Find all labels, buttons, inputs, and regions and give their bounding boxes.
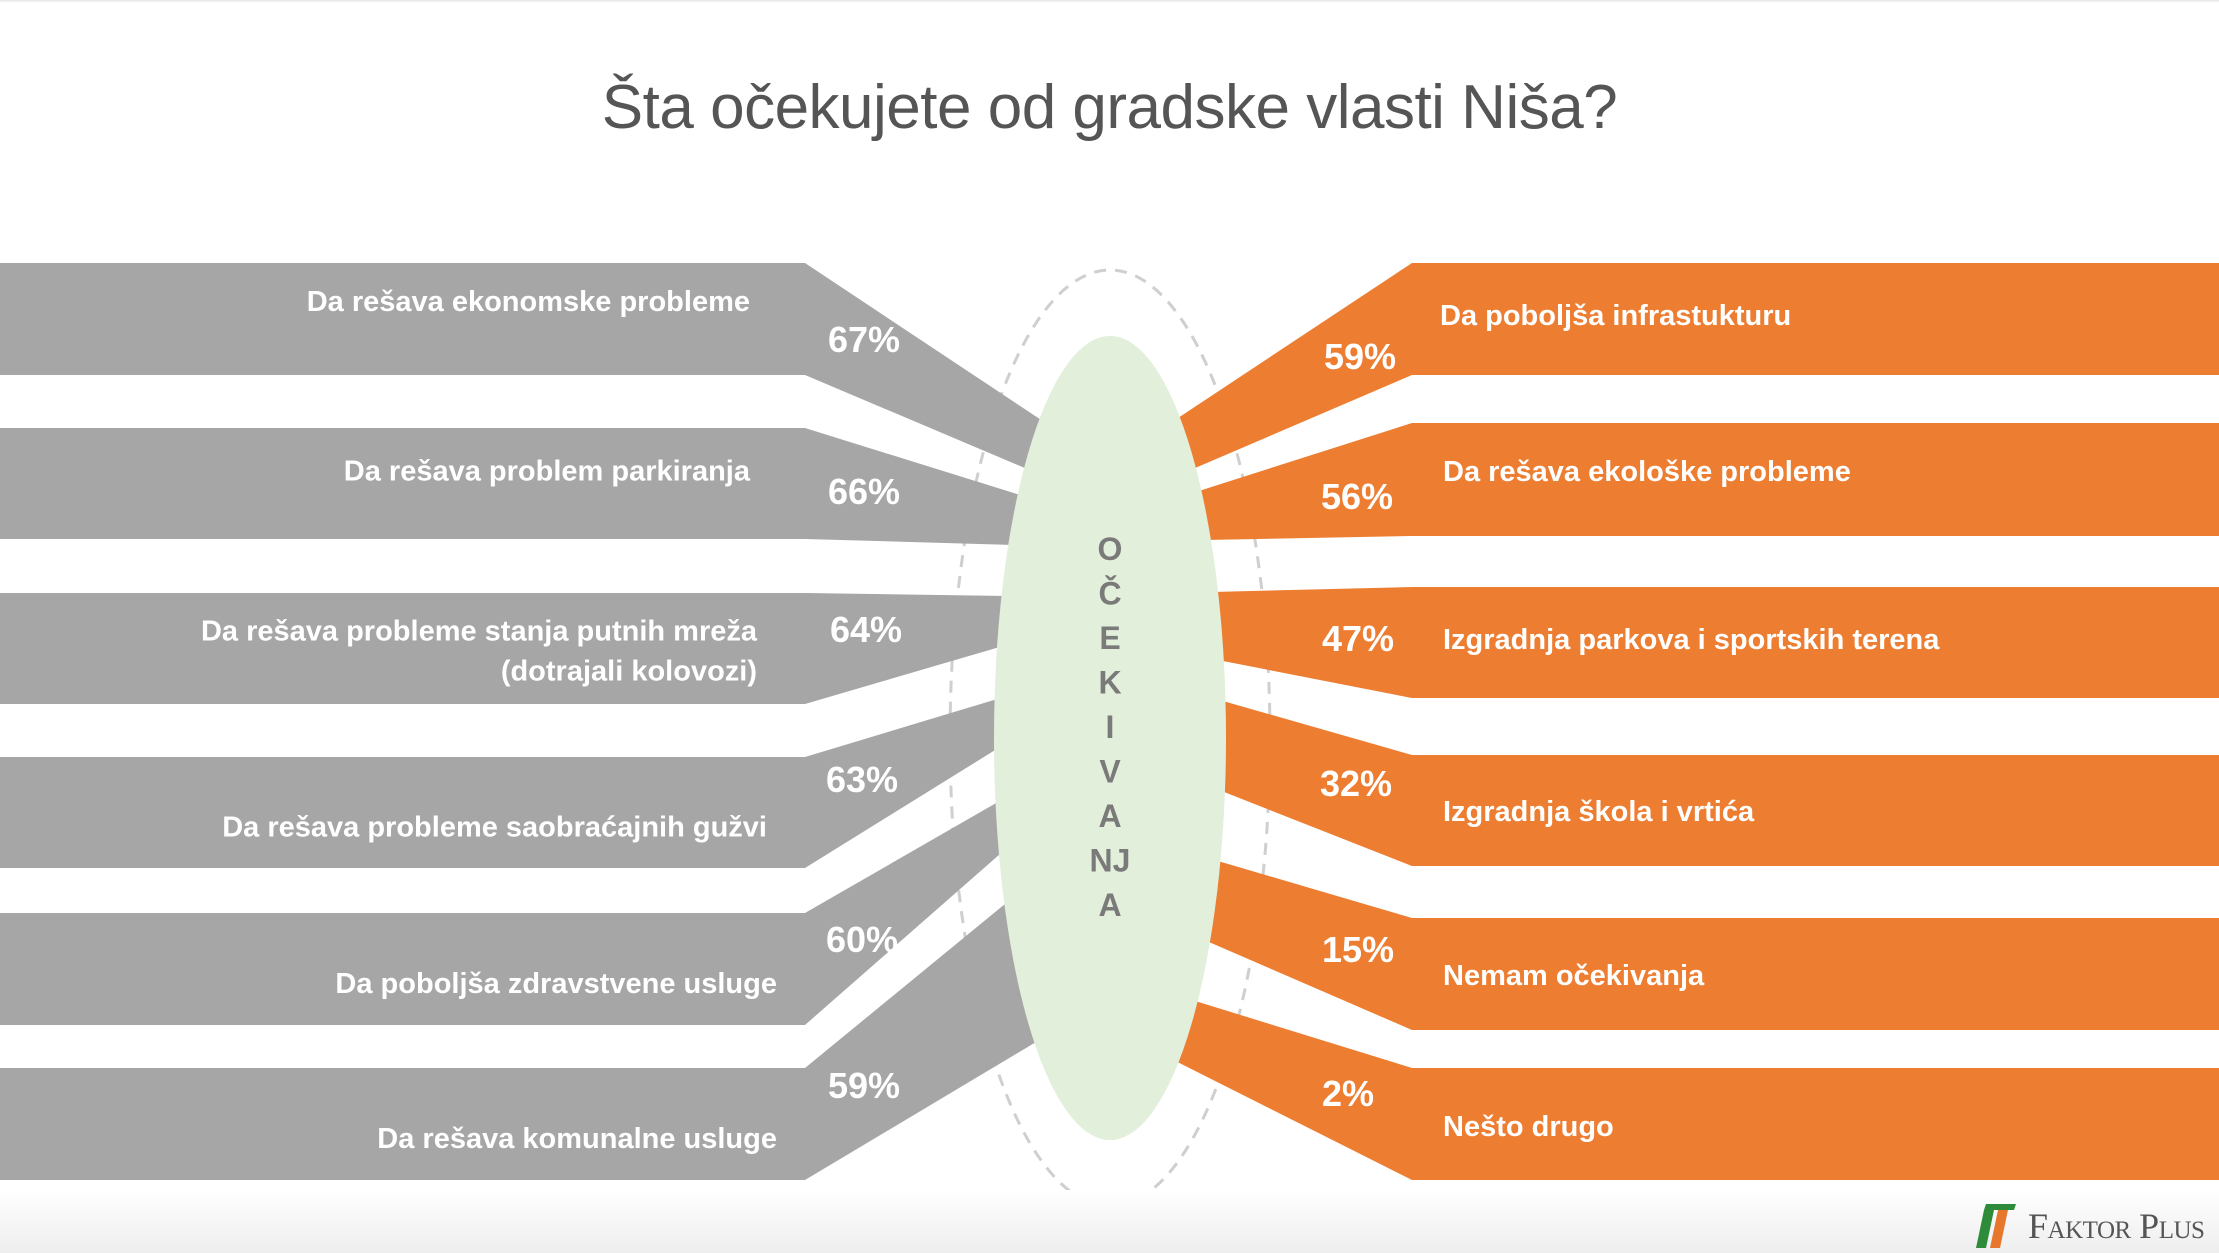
- right-category-label: Izgradnja parkova i sportskih terena: [1443, 624, 1940, 656]
- center-letter: E: [1099, 620, 1121, 656]
- center-letter: A: [1098, 887, 1122, 923]
- left-category-label: Da rešava ekonomske probleme: [306, 286, 750, 318]
- center-letter: I: [1105, 709, 1115, 745]
- left-value-label: 64%: [829, 609, 903, 650]
- right-value-label: 47%: [1321, 618, 1395, 659]
- right-value-label: 56%: [1320, 476, 1394, 517]
- right-category-label: Da poboljša infrastukturu: [1440, 300, 1792, 332]
- right-value-label: 15%: [1321, 929, 1395, 970]
- right-category-label: Da rešava ekološke probleme: [1443, 456, 1851, 488]
- center-letter: K: [1098, 664, 1122, 701]
- faktor-plus-logo-icon: [1968, 1202, 2020, 1250]
- left-value-label: 67%: [827, 319, 901, 360]
- logo-text: Faktor Plus: [2028, 1206, 2205, 1246]
- left-value-label: 59%: [827, 1065, 901, 1106]
- right-category-label: Izgradnja škola i vrtića: [1443, 796, 1755, 828]
- left-category-label: Da rešava probleme stanja putnih mreža: [200, 615, 757, 648]
- left-category-label: (dotrajali kolovozi): [500, 655, 757, 688]
- chart-title: Šta očekujete od gradske vlasti Niša?: [601, 73, 1618, 142]
- faktor-plus-logo: [1968, 1200, 2218, 1252]
- left-value-label: 63%: [825, 759, 899, 800]
- left-value-label: 60%: [825, 919, 899, 960]
- left-category-label: Da rešava problem parkiranja: [343, 455, 750, 488]
- left-value-label: 66%: [827, 471, 901, 512]
- center-letter: V: [1099, 753, 1121, 790]
- center-letter: NJ: [1089, 842, 1131, 879]
- footer-band: [0, 1190, 2219, 1253]
- right-category-label: Nemam očekivanja: [1443, 960, 1705, 992]
- right-value-label: 32%: [1319, 763, 1393, 804]
- left-category-label: Da rešava komunalne usluge: [377, 1123, 777, 1155]
- right-value-label: 59%: [1323, 336, 1397, 377]
- left-category-label: Da poboljša zdravstvene usluge: [335, 968, 777, 1000]
- right-category-label: Nešto drugo: [1443, 1111, 1614, 1143]
- center-letter: Č: [1098, 575, 1122, 612]
- left-category-label: Da rešava probleme saobraćajnih gužvi: [222, 811, 767, 844]
- center-letter: O: [1097, 531, 1123, 567]
- center-letter: A: [1098, 798, 1122, 834]
- right-value-label: 2%: [1321, 1073, 1375, 1114]
